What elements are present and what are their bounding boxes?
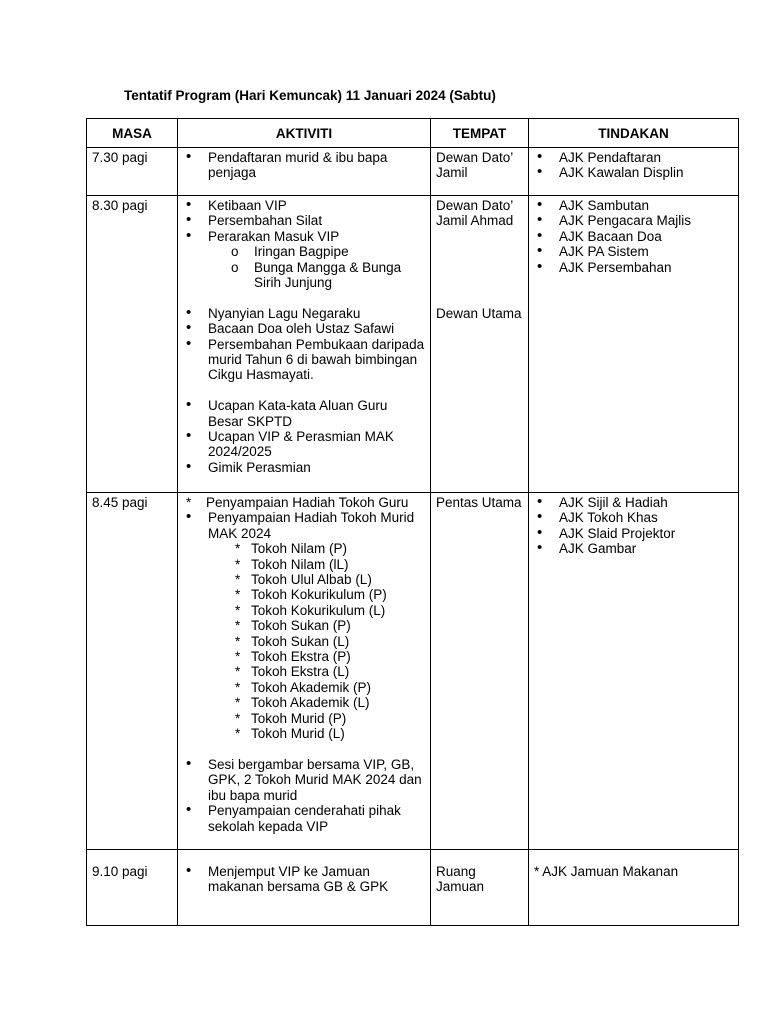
header-aktiviti: AKTIVITI [178, 119, 431, 148]
aktiviti-subitem: * Tokoh Ulul Albab (L) [183, 572, 425, 587]
aktiviti-item: • Bacaan Doa oleh Ustaz Safawi [183, 321, 425, 336]
aktiviti-subitem: * Tokoh Murid (L) [183, 726, 425, 741]
tindakan-cell [529, 196, 739, 493]
aktiviti-subitem: * Tokoh Sukan (L) [183, 634, 425, 649]
aktiviti-item: • Gimik Perasmian [183, 460, 425, 475]
tindakan-cell [529, 148, 739, 196]
aktiviti-item: • Persembahan Silat [183, 213, 425, 228]
tempat-cell [431, 493, 529, 850]
aktiviti-item: • Ucapan VIP & Perasmian MAK 2024/2025 [183, 429, 425, 460]
table-row [87, 850, 739, 926]
aktiviti-item: • Persembahan Pembukaan daripada murid Tahun 6 di bawah bimbingan Cikgu Hasmayati. [183, 337, 425, 383]
masa-cell [87, 493, 178, 850]
aktiviti-cell [178, 493, 431, 850]
aktiviti-cell [178, 196, 431, 493]
tindakan-item: • AJK Slaid Projektor [534, 526, 733, 541]
masa-cell [87, 148, 178, 196]
header-tindakan: TINDAKAN [529, 119, 739, 148]
aktiviti-subitem: * Tokoh Nilam (lL) [183, 557, 425, 572]
schedule-table [86, 118, 739, 926]
tempat-cell [431, 850, 529, 926]
document-title: Tentatif Program (Hari Kemuncak) 11 Januari 2024 (Sabtu) [124, 88, 496, 103]
table-row [87, 148, 739, 196]
aktiviti-cell [178, 148, 431, 196]
aktiviti-item: • Menjemput VIP ke Jamuan makanan bersama GB & GPK [183, 864, 425, 895]
tempat-text: Pentas Utama [436, 495, 522, 510]
aktiviti-item: • Sesi bergambar bersama VIP, GB, GPK, 2 Tokoh Murid MAK 2024 dan ibu bapa murid [183, 757, 425, 803]
tindakan-item: • AJK Sambutan [534, 198, 733, 213]
aktiviti-item: • Ucapan Kata-kata Aluan Guru Besar SKPTD [183, 398, 425, 429]
tindakan-item: • AJK Gambar [534, 541, 733, 556]
aktiviti-subitem: * Tokoh Ekstra (P) [183, 649, 425, 664]
aktiviti-subitem: * Tokoh Sukan (P) [183, 618, 425, 633]
tindakan-cell [529, 850, 739, 926]
masa-text: 8.45 pagi [92, 495, 148, 510]
masa-cell [87, 196, 178, 493]
masa-cell [87, 850, 178, 926]
tindakan-item: * AJK Jamuan Makanan [534, 864, 679, 879]
tindakan-item: • AJK Kawalan Displin [534, 165, 733, 180]
tindakan-item: • AJK Pengacara Majlis [534, 213, 733, 228]
header-masa: MASA [87, 119, 178, 148]
aktiviti-subitem: * Tokoh Akademik (L) [183, 695, 425, 710]
tindakan-item: • AJK PA Sistem [534, 244, 733, 259]
table-row [87, 196, 739, 493]
aktiviti-item: • Perarakan Masuk VIP [183, 229, 425, 244]
aktiviti-subitem: o Bunga Mangga & Bunga Sirih Junjung [183, 260, 425, 291]
aktiviti-item: • Nyanyian Lagu Negaraku [183, 306, 425, 321]
aktiviti-subitem: * Tokoh Akademik (P) [183, 680, 425, 695]
masa-text: 7.30 pagi [92, 150, 148, 165]
aktiviti-subitem: * Tokoh Kokurikulum (P) [183, 587, 425, 602]
tempat-text: Dewan Dato’ Jamil [436, 150, 513, 181]
tindakan-item: • AJK Bacaan Doa [534, 229, 733, 244]
masa-text: 9.10 pagi [92, 864, 148, 879]
aktiviti-item: • Ketibaan VIP [183, 198, 425, 213]
tempat-text: Ruang Jamuan [436, 864, 485, 895]
table-header-row [87, 119, 739, 148]
aktiviti-item: • Penyampaian cenderahati pihak sekolah kepada VIP [183, 803, 425, 834]
tindakan-cell [529, 493, 739, 850]
masa-text: 8.30 pagi [92, 198, 148, 213]
header-tempat: TEMPAT [431, 119, 529, 148]
tindakan-item: • AJK Pendaftaran [534, 150, 733, 165]
tindakan-item: • AJK Sijil & Hadiah [534, 495, 733, 510]
tempat-cell [431, 148, 529, 196]
tindakan-item: • AJK Tokoh Khas [534, 510, 733, 525]
tempat-cell [431, 196, 529, 493]
tempat-text: Dewan Utama [436, 305, 522, 321]
aktiviti-subitem: * Tokoh Kokurikulum (L) [183, 603, 425, 618]
aktiviti-subitem: * Tokoh Murid (P) [183, 711, 425, 726]
aktiviti-subitem: o Iringan Bagpipe [183, 244, 425, 259]
aktiviti-subitem: * Tokoh Ekstra (L) [183, 664, 425, 679]
tempat-text: Dewan Dato’ Jamil Ahmad [436, 198, 514, 229]
aktiviti-item: • Penyampaian Hadiah Tokoh Murid MAK 2024 [183, 510, 425, 541]
aktiviti-subitem: * Tokoh Nilam (P) [183, 541, 425, 556]
table-row [87, 493, 739, 850]
aktiviti-item: * Penyampaian Hadiah Tokoh Guru [183, 495, 425, 510]
aktiviti-cell [178, 850, 431, 926]
aktiviti-item: • Pendaftaran murid & ibu bapa penjaga [183, 150, 425, 181]
tindakan-item: • AJK Persembahan [534, 260, 733, 275]
